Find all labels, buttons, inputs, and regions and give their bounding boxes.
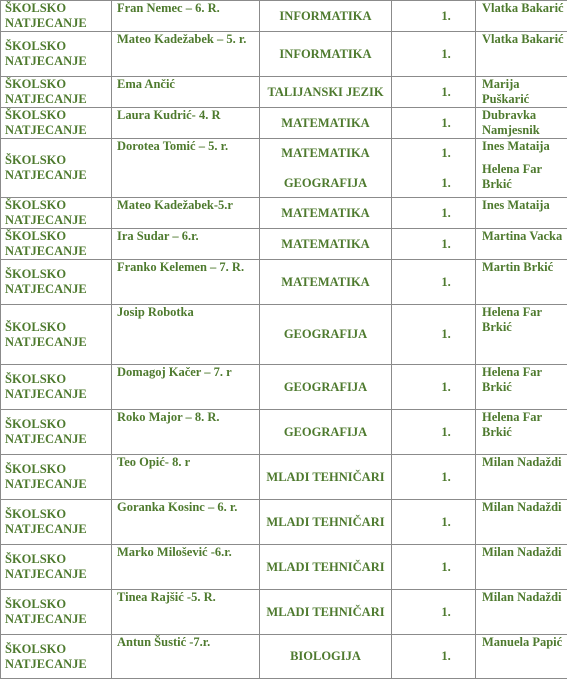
place-cell: 1. bbox=[392, 410, 476, 455]
table-row bbox=[1, 260, 567, 305]
student-name-cell: Antun Šustić -7.r. bbox=[112, 635, 260, 679]
place-cell: 1. bbox=[392, 198, 476, 229]
table-row bbox=[1, 229, 567, 260]
student-name-cell: Mateo Kadežabek – 5. r. bbox=[112, 32, 260, 77]
subject-line: MATEMATIKA bbox=[281, 145, 370, 160]
mentor-cell: Vlatka Bakarić bbox=[476, 32, 567, 77]
level-cell: ŠKOLSKO NATJECANJE bbox=[1, 500, 112, 545]
subject-cell: GEOGRAFIJA bbox=[260, 410, 392, 455]
level-cell: ŠKOLSKO NATJECANJE bbox=[1, 545, 112, 590]
mentor-line: Helena Far Brkić bbox=[482, 162, 542, 191]
table-row bbox=[1, 410, 567, 455]
place-cell bbox=[392, 139, 476, 198]
subject-cell: BIOLOGIJA bbox=[260, 635, 392, 679]
subject-cell: MLADI TEHNIČARI bbox=[260, 590, 392, 635]
level-cell: ŠKOLSKO NATJECANJE bbox=[1, 32, 112, 77]
student-name-cell: Franko Kelemen – 7. R. bbox=[112, 260, 260, 305]
student-name-cell: Tinea Rajšić -5. R. bbox=[112, 590, 260, 635]
level-cell: ŠKOLSKO NATJECANJE bbox=[1, 139, 112, 198]
level-cell: ŠKOLSKO NATJECANJE bbox=[1, 198, 112, 229]
subject-cell: GEOGRAFIJA bbox=[260, 305, 392, 365]
place-cell: 1. bbox=[392, 545, 476, 590]
student-name-cell: Josip Robotka bbox=[112, 305, 260, 365]
mentor-cell: Helena Far Brkić bbox=[476, 305, 567, 365]
mentor-cell: Dubravka Namjesnik bbox=[476, 108, 567, 139]
table-row bbox=[1, 545, 567, 590]
level-cell: ŠKOLSKO NATJECANJE bbox=[1, 108, 112, 139]
subject-line: GEOGRAFIJA bbox=[283, 175, 368, 190]
place-cell: 1. bbox=[392, 229, 476, 260]
level-cell: ŠKOLSKO NATJECANJE bbox=[1, 229, 112, 260]
level-cell: ŠKOLSKO NATJECANJE bbox=[1, 590, 112, 635]
subject-cell: MATEMATIKA bbox=[260, 260, 392, 305]
subject-cell bbox=[260, 139, 392, 198]
place-cell: 1. bbox=[392, 305, 476, 365]
place-cell: 1. bbox=[392, 260, 476, 305]
mentor-cell: Martin Brkić bbox=[476, 260, 567, 305]
mentor-cell: Milan Nadaždi bbox=[476, 500, 567, 545]
place-cell: 1. bbox=[392, 32, 476, 77]
mentor-cell: Marija Puškarić bbox=[476, 77, 567, 108]
mentor-cell: Milan Nadaždi bbox=[476, 455, 567, 500]
mentor-cell: Helena Far Brkić bbox=[476, 365, 567, 410]
mentor-cell: Milan Nadaždi bbox=[476, 590, 567, 635]
table-row bbox=[1, 139, 567, 198]
place-cell: 1. bbox=[392, 500, 476, 545]
level-cell: ŠKOLSKO NATJECANJE bbox=[1, 365, 112, 410]
subject-cell: MATEMATIKA bbox=[260, 108, 392, 139]
place-cell: 1. bbox=[392, 77, 476, 108]
student-name-cell: Dorotea Tomić – 5. r. bbox=[112, 139, 260, 198]
level-cell: ŠKOLSKO NATJECANJE bbox=[1, 77, 112, 108]
student-name-cell: Teo Opić- 8. r bbox=[112, 455, 260, 500]
table-row bbox=[1, 635, 567, 679]
table-row bbox=[1, 500, 567, 545]
place-cell: 1. bbox=[392, 455, 476, 500]
mentor-cell: Vlatka Bakarić bbox=[476, 1, 567, 32]
subject-cell: INFORMATIKA bbox=[260, 1, 392, 32]
mentor-cell: Manuela Papić bbox=[476, 635, 567, 679]
table-row bbox=[1, 108, 567, 139]
level-cell: ŠKOLSKO NATJECANJE bbox=[1, 305, 112, 365]
subject-cell: MATEMATIKA bbox=[260, 229, 392, 260]
mentor-cell: Ines Mataija bbox=[476, 198, 567, 229]
table-row bbox=[1, 77, 567, 108]
student-name-cell: Laura Kudrić- 4. R bbox=[112, 108, 260, 139]
level-cell: ŠKOLSKO NATJECANJE bbox=[1, 260, 112, 305]
subject-cell: MATEMATIKA bbox=[260, 198, 392, 229]
subject-cell: MLADI TEHNIČARI bbox=[260, 500, 392, 545]
table-row bbox=[1, 1, 567, 32]
subject-cell: TALIJANSKI JEZIK bbox=[260, 77, 392, 108]
table-row bbox=[1, 455, 567, 500]
place-cell: 1. bbox=[392, 590, 476, 635]
student-name-cell: Fran Nemec – 6. R. bbox=[112, 1, 260, 32]
place-line: 1. bbox=[441, 145, 451, 160]
mentor-cell bbox=[476, 139, 567, 198]
mentor-cell: Helena Far Brkić bbox=[476, 410, 567, 455]
place-cell: 1. bbox=[392, 635, 476, 679]
mentor-cell: Milan Nadaždi bbox=[476, 545, 567, 590]
subject-cell: MLADI TEHNIČARI bbox=[260, 455, 392, 500]
table-row bbox=[1, 590, 567, 635]
student-name-cell: Roko Major – 8. R. bbox=[112, 410, 260, 455]
student-name-cell: Ema Ančić bbox=[112, 77, 260, 108]
table-row bbox=[1, 365, 567, 410]
mentor-cell: Martina Vacka bbox=[476, 229, 567, 260]
place-cell: 1. bbox=[392, 1, 476, 32]
student-name-cell: Ira Sudar – 6.r. bbox=[112, 229, 260, 260]
place-cell: 1. bbox=[392, 108, 476, 139]
table-row bbox=[1, 198, 567, 229]
table-row bbox=[1, 32, 567, 77]
level-cell: ŠKOLSKO NATJECANJE bbox=[1, 410, 112, 455]
student-name-cell: Mateo Kadežabek-5.r bbox=[112, 198, 260, 229]
place-cell: 1. bbox=[392, 365, 476, 410]
subject-cell: INFORMATIKA bbox=[260, 32, 392, 77]
mentor-line: Ines Mataija bbox=[482, 139, 550, 153]
subject-cell: GEOGRAFIJA bbox=[260, 365, 392, 410]
student-name-cell: Marko Milošević -6.r. bbox=[112, 545, 260, 590]
level-cell: ŠKOLSKO NATJECANJE bbox=[1, 1, 112, 32]
student-name-cell: Goranka Kosinc – 6. r. bbox=[112, 500, 260, 545]
subject-cell: MLADI TEHNIČARI bbox=[260, 545, 392, 590]
level-cell: ŠKOLSKO NATJECANJE bbox=[1, 635, 112, 679]
student-name-cell: Domagoj Kačer – 7. r bbox=[112, 365, 260, 410]
level-cell: ŠKOLSKO NATJECANJE bbox=[1, 455, 112, 500]
place-line: 1. bbox=[441, 175, 451, 190]
table-row bbox=[1, 305, 567, 365]
